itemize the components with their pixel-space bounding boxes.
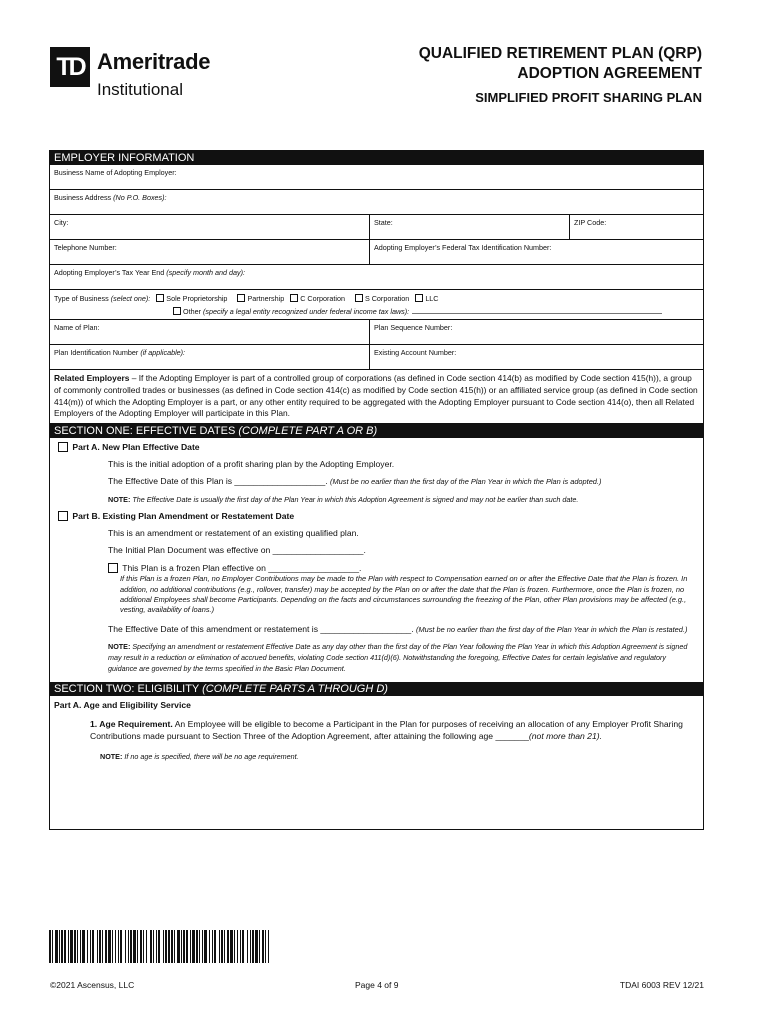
- section-two-part-a-title: Part A. Age and Eligibility Service: [54, 699, 191, 710]
- tax-year-end-field[interactable]: [50, 265, 703, 289]
- business-name-row: [50, 165, 703, 190]
- section-one-header: [50, 424, 703, 438]
- td-logo-mark: TD: [50, 47, 90, 87]
- related-employers-text: – If the Adopting Employer is part of a controlled group of corporations (as defined in Code section 414(b) as modified by Code section 415(h)), a group of commonly controlled trades or businesses (as defined in Code section 414(c) as modified by Code section 415(h)) or an affiliated service group (as defined in Code section 414(m)) of which the Adopting Employer is a part, or any other entity required to be aggregated with the Adopting Employer pursuant to Code section 414(o), then all Related Employers of the Adopting Employer will participate in this Plan.: [54, 373, 698, 419]
- c-corporation-checkbox[interactable]: [290, 294, 298, 302]
- section-two-header: [50, 682, 703, 696]
- other-entity-checkbox[interactable]: [173, 307, 181, 315]
- other-entity-note: (specify a legal entity recognized under federal income tax laws):: [202, 307, 410, 316]
- tax-year-end-label: Adopting Employer’s Tax Year End: [54, 268, 165, 277]
- age-requirement-suffix: (not more than 21).: [528, 731, 602, 742]
- business-type-note: (select one):: [110, 294, 151, 303]
- title-line-2: ADOPTION AGREEMENT: [517, 65, 702, 82]
- tax-year-end-row: [50, 265, 703, 290]
- section-one-note: (COMPLETE PART A OR B): [238, 425, 378, 438]
- section-one-body: [50, 438, 703, 674]
- part-a-effective-date-text[interactable]: The Effective Date of this Plan is ___________________.: [108, 476, 328, 487]
- c-corporation-label: C Corporation: [300, 294, 345, 303]
- s-corporation-label: S Corporation: [364, 294, 410, 303]
- business-address-note: (No P.O. Boxes):: [113, 193, 167, 202]
- part-a-note: [50, 494, 703, 505]
- title-line-1: QUALIFIED RETIREMENT PLAN (QRP): [418, 45, 702, 62]
- tax-year-end-note: (specify month and day):: [166, 268, 245, 277]
- plan-sequence-field[interactable]: [370, 320, 703, 344]
- age-requirement-note: [50, 751, 703, 762]
- frozen-plan-checkbox[interactable]: [108, 563, 118, 573]
- frozen-plan-text[interactable]: This Plan is a frozen Plan effective on ___________________.: [122, 563, 362, 574]
- part-a-effective-date: [50, 476, 703, 486]
- section-two-title: SECTION TWO: ELIGIBILITY: [54, 682, 200, 695]
- business-type-row: [50, 290, 703, 320]
- form-id: TDAI 6003 REV 12/21: [619, 980, 704, 990]
- business-name-label: Business Name of Adopting Employer:: [54, 168, 177, 177]
- other-entity-label: Other: [183, 307, 201, 316]
- age-requirement-title: 1. Age Requirement.: [90, 718, 173, 729]
- page-number: Page 4 of 9: [355, 980, 399, 990]
- part-b-initial-date[interactable]: The Initial Plan Document was effective on ___________________.: [108, 545, 366, 556]
- section-two-note: (COMPLETE PARTS A THROUGH D): [202, 682, 388, 695]
- business-type-label: Type of Business: [54, 294, 109, 303]
- related-employers-paragraph: [50, 370, 703, 424]
- sole-proprietorship-checkbox[interactable]: [156, 294, 164, 302]
- age-requirement: [50, 718, 703, 743]
- barcode-image: [49, 930, 273, 963]
- s-corporation-checkbox[interactable]: [355, 294, 363, 302]
- restatement-date-text[interactable]: The Effective Date of this amendment or restatement is ___________________.: [108, 623, 414, 634]
- zip-label: ZIP Code:: [574, 218, 607, 227]
- partnership-checkbox[interactable]: [237, 294, 245, 302]
- plan-sequence-label: Plan Sequence Number:: [374, 323, 453, 332]
- part-b-note-text: Specifying an amendment or restatement Effective Date as any day other than the first day of the Plan Year following the Plan Year in which this Adoption Agreement is signed may result in a reduction or elimination of accrued benefits, violating Code section 411(d)(6). Notwithstanding the foregoing, Effective Dates for certain legislative and regulatory guidance are governed by the terms specified in the Basic Plan Document.: [108, 641, 688, 673]
- part-a-checkbox[interactable]: [58, 442, 68, 452]
- age-requirement-text[interactable]: An Employee will be eligible to become a Participant in the Plan for purposes of receiving an allocation of any Employer Profit Sharing Contributions made pursuant to Section Three of the Adoption Agreement, after attaining the following age _______: [90, 718, 683, 742]
- tin-field[interactable]: [370, 240, 703, 264]
- logo-brand-name: Ameritrade: [97, 49, 211, 74]
- frozen-plan-description: If this Plan is a frozen Plan, no Employer Contributions may be made to the Plan with respect to Compensation earned on or after the Effective Date that the Plan is frozen. In addition, no additional contributions (e.g., rollover, transfer) may be accepted by the Plan on or after the date that the Plan is frozen. Furthermore, once the Plan is frozen, no additional Employees shall become Participants. Depending on the facts and circumstances surrounding the freezing of the Plan, other Plan provisions may be affected (e.g., vesting, availability of loans.): [120, 574, 688, 615]
- employer-info-header: EMPLOYER INFORMATION: [50, 151, 703, 165]
- state-field[interactable]: [370, 215, 570, 239]
- plan-name-field[interactable]: [50, 320, 370, 344]
- section-two-body: [50, 696, 703, 762]
- zip-field[interactable]: [570, 215, 703, 239]
- part-b-title: Part B. Existing Plan Amendment or Restatement Date: [72, 511, 295, 522]
- telephone-label: Telephone Number:: [54, 243, 117, 252]
- llc-label: LLC: [425, 294, 439, 303]
- state-label: State:: [374, 218, 393, 227]
- section-one-title: SECTION ONE: EFFECTIVE DATES: [54, 425, 236, 438]
- part-a-effective-date-note: (Must be no earlier than the first day of the Plan Year in which the Plan is adopted.): [330, 477, 602, 487]
- other-entity-input-line[interactable]: [412, 307, 662, 314]
- plan-id-label: Plan Identification Number: [54, 348, 139, 357]
- partnership-label: Partnership: [247, 294, 285, 303]
- related-employers-title: Related Employers: [54, 373, 130, 383]
- plan-id-row: [50, 345, 703, 370]
- plan-id-note: (if applicable):: [140, 348, 186, 357]
- city-state-zip-row: [50, 215, 703, 240]
- part-b-note-label: NOTE:: [108, 641, 131, 651]
- plan-name-label: Name of Plan:: [54, 323, 100, 332]
- part-a-heading: [50, 438, 703, 452]
- part-a-line-1: This is the initial adoption of a profit sharing plan by the Adopting Employer.: [108, 459, 395, 470]
- llc-checkbox[interactable]: [415, 294, 423, 302]
- document-subtitle: SIMPLIFIED PROFIT SHARING PLAN: [475, 90, 702, 105]
- part-b-line-1: This is an amendment or restatement of an existing qualified plan.: [108, 528, 359, 539]
- existing-account-label: Existing Account Number:: [374, 348, 457, 357]
- business-type-options: [54, 294, 439, 303]
- part-a-title: Part A. New Plan Effective Date: [72, 442, 200, 453]
- document-title-block: [419, 44, 702, 105]
- phone-tin-row: [50, 240, 703, 265]
- frozen-plan-line: [50, 563, 703, 573]
- part-b-heading: [50, 505, 703, 521]
- city-field[interactable]: [50, 215, 370, 239]
- plan-name-row: [50, 320, 703, 345]
- business-address-field[interactable]: [50, 190, 703, 214]
- logo-subtitle: Institutional: [97, 80, 183, 99]
- business-address-label: Business Address: [54, 193, 112, 202]
- age-note-text: If no age is specified, there will be no age requirement.: [124, 751, 299, 761]
- adoption-form: [49, 150, 704, 830]
- city-label: City:: [54, 218, 69, 227]
- part-b-note: [50, 641, 703, 674]
- part-a-note-label: NOTE:: [108, 495, 131, 505]
- sole-proprietorship-label: Sole Proprietorship: [166, 294, 228, 303]
- existing-account-field[interactable]: [370, 345, 703, 369]
- tin-label: Adopting Employer’s Federal Tax Identification Number:: [374, 243, 552, 252]
- age-note-label: NOTE:: [100, 751, 123, 761]
- part-a-note-text: The Effective Date is usually the first day of the Plan Year in which this Adoption Agreement is signed and may not be earlier than such date.: [132, 495, 579, 505]
- part-b-checkbox[interactable]: [58, 511, 68, 521]
- copyright: ©2021 Ascensus, LLC: [50, 980, 135, 990]
- business-type-other: [169, 307, 662, 316]
- td-ameritrade-logo: [50, 47, 240, 107]
- telephone-field[interactable]: [50, 240, 370, 264]
- business-address-row: [50, 190, 703, 215]
- plan-id-field[interactable]: [50, 345, 370, 369]
- business-name-field[interactable]: [50, 165, 703, 189]
- restatement-date-note: (Must be no earlier than the first day of the Plan Year in which the Plan is restated.): [416, 624, 688, 634]
- restatement-date: [50, 623, 703, 636]
